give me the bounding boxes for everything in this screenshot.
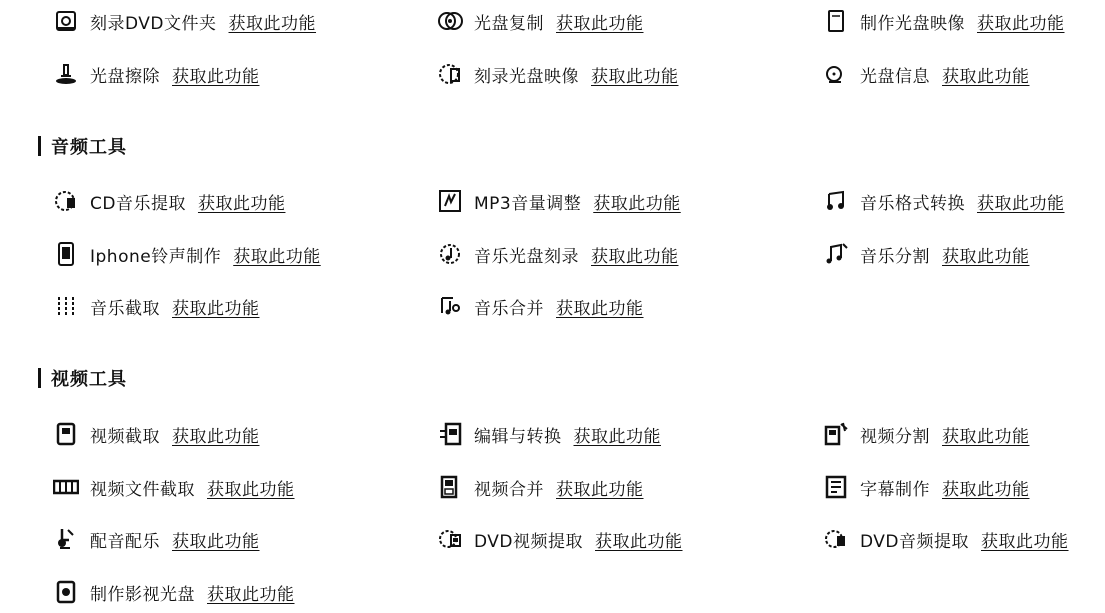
mp3-volume-icon <box>436 187 464 215</box>
tool-label: 光盘信息 <box>860 66 930 87</box>
get-feature-link[interactable]: 获取此功能 <box>207 479 295 500</box>
get-feature-link[interactable]: 获取此功能 <box>942 246 1030 267</box>
tool-label: 音乐合并 <box>474 298 544 319</box>
section-marker <box>38 368 41 388</box>
tool-label: 字幕制作 <box>860 479 930 500</box>
tool-label: 视频文件截取 <box>90 479 195 500</box>
tool-label: Iphone铃声制作 <box>90 246 222 267</box>
tool-mp3-volume[interactable] <box>436 186 681 216</box>
tool-label: 视频截取 <box>90 426 160 447</box>
tool-label: 配音配乐 <box>90 531 160 552</box>
tool-make-disc-image[interactable] <box>822 6 1065 36</box>
tool-music-split[interactable] <box>822 239 1030 269</box>
disc-copy-icon <box>436 7 464 35</box>
section-title: 音频工具 <box>51 137 127 158</box>
tool-label: 编辑与转换 <box>474 426 562 447</box>
tool-music-format-convert[interactable] <box>822 186 1065 216</box>
get-feature-link[interactable]: 获取此功能 <box>977 193 1065 214</box>
get-feature-link[interactable]: 获取此功能 <box>207 584 295 605</box>
tool-music-cut[interactable] <box>52 291 260 321</box>
section-title: 视频工具 <box>51 369 127 390</box>
tool-label: DVD视频提取 <box>474 531 584 552</box>
tool-dubbing-music[interactable] <box>52 524 260 554</box>
get-feature-link[interactable]: 获取此功能 <box>172 298 260 319</box>
dvd-video-extract-icon <box>436 525 464 553</box>
disc-info-icon <box>822 60 850 88</box>
get-feature-link[interactable]: 获取此功能 <box>593 193 681 214</box>
cd-extract-icon <box>52 187 80 215</box>
tool-label: MP3音量调整 <box>474 193 582 214</box>
burn-image-icon <box>436 60 464 88</box>
make-movie-disc-icon <box>52 578 80 606</box>
tool-dvd-video-extract[interactable] <box>436 524 683 554</box>
tool-label: 刻录光盘映像 <box>474 66 579 87</box>
get-feature-link[interactable]: 获取此功能 <box>172 531 260 552</box>
get-feature-link[interactable]: 获取此功能 <box>591 66 679 87</box>
tool-video-split[interactable] <box>822 419 1030 449</box>
tool-video-cut[interactable] <box>52 419 260 449</box>
tool-label: 音乐格式转换 <box>860 193 965 214</box>
tool-burn-dvd-folder[interactable] <box>52 6 316 36</box>
tool-dvd-audio-extract[interactable] <box>822 524 1069 554</box>
tool-disc-erase[interactable] <box>52 59 260 89</box>
get-feature-link[interactable]: 获取此功能 <box>942 66 1030 87</box>
tool-music-disc-burn[interactable] <box>436 239 679 269</box>
tool-iphone-ringtone[interactable] <box>52 239 321 269</box>
video-file-cut-icon <box>52 473 80 501</box>
tool-make-movie-disc[interactable] <box>52 577 295 607</box>
tool-video-merge[interactable] <box>436 472 644 502</box>
audio-tools-heading <box>38 132 127 160</box>
tool-label: 视频分割 <box>860 426 930 447</box>
section-marker <box>38 136 41 156</box>
tool-subtitle-making[interactable] <box>822 472 1030 502</box>
edit-convert-icon <box>436 420 464 448</box>
get-feature-link[interactable]: 获取此功能 <box>977 13 1065 34</box>
disc-erase-icon <box>52 60 80 88</box>
tool-label: 视频合并 <box>474 479 544 500</box>
music-split-icon <box>822 240 850 268</box>
get-feature-link[interactable]: 获取此功能 <box>595 531 683 552</box>
tool-label: 音乐截取 <box>90 298 160 319</box>
get-feature-link[interactable]: 获取此功能 <box>197 193 286 214</box>
tool-disc-info[interactable] <box>822 59 1030 89</box>
get-feature-link[interactable]: 获取此功能 <box>233 246 321 267</box>
tool-label: CD音乐提取 <box>90 193 186 214</box>
tool-label: DVD音频提取 <box>860 531 970 552</box>
get-feature-link[interactable]: 获取此功能 <box>556 298 644 319</box>
tool-burn-disc-image[interactable] <box>436 59 679 89</box>
music-burn-icon <box>436 240 464 268</box>
video-split-icon <box>822 420 850 448</box>
dubbing-icon <box>52 525 80 553</box>
tool-label: 光盘复制 <box>474 13 544 34</box>
tool-cd-music-extract[interactable] <box>52 186 285 216</box>
tool-label: 制作光盘映像 <box>860 13 965 34</box>
tool-label: 音乐光盘刻录 <box>474 246 579 267</box>
tool-label: 音乐分割 <box>860 246 930 267</box>
get-feature-link[interactable]: 获取此功能 <box>981 531 1069 552</box>
get-feature-link[interactable]: 获取此功能 <box>573 426 661 447</box>
tool-label: 刻录DVD文件夹 <box>90 13 217 34</box>
get-feature-link[interactable]: 获取此功能 <box>556 479 644 500</box>
dvd-audio-extract-icon <box>822 525 850 553</box>
tool-music-merge[interactable] <box>436 291 644 321</box>
music-cut-icon <box>52 292 80 320</box>
music-merge-icon <box>436 292 464 320</box>
video-tools-heading <box>38 364 127 392</box>
get-feature-link[interactable]: 获取此功能 <box>942 426 1030 447</box>
tool-edit-convert[interactable] <box>436 419 661 449</box>
disc-image-icon <box>822 7 850 35</box>
subtitle-icon <box>822 473 850 501</box>
tool-video-file-cut[interactable] <box>52 472 295 502</box>
video-merge-icon <box>436 473 464 501</box>
video-cut-icon <box>52 420 80 448</box>
get-feature-link[interactable]: 获取此功能 <box>942 479 1030 500</box>
tool-label: 制作影视光盘 <box>90 584 195 605</box>
get-feature-link[interactable]: 获取此功能 <box>591 246 679 267</box>
iphone-ringtone-icon <box>52 240 80 268</box>
tool-label: 光盘擦除 <box>90 66 160 87</box>
get-feature-link[interactable]: 获取此功能 <box>172 66 260 87</box>
get-feature-link[interactable]: 获取此功能 <box>556 13 644 34</box>
music-convert-icon <box>822 187 850 215</box>
get-feature-link[interactable]: 获取此功能 <box>228 13 317 34</box>
get-feature-link[interactable]: 获取此功能 <box>172 426 260 447</box>
tool-disc-copy[interactable] <box>436 6 644 36</box>
burn-folder-icon <box>52 7 80 35</box>
